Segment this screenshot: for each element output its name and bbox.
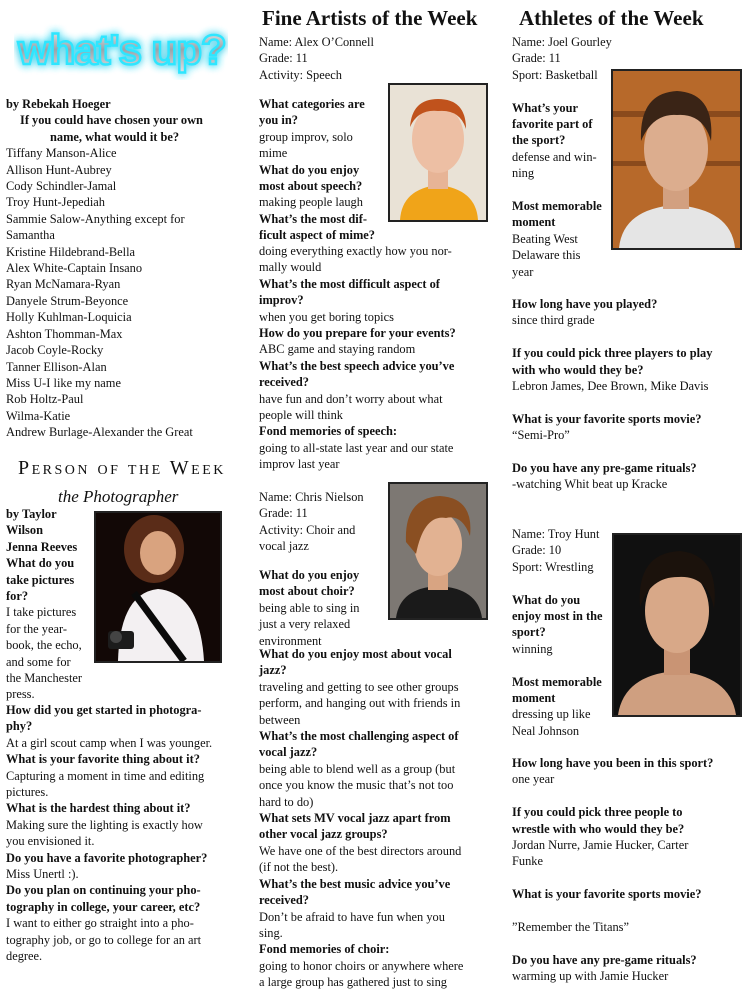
answer-line [512, 870, 713, 886]
chris-photo [388, 482, 488, 620]
answer-line: Name: Alex O’Connell [259, 35, 374, 49]
answer-line: since third grade [512, 313, 595, 328]
answer-line: Grade: 11 [259, 51, 308, 66]
svg-text:what's up?: what's up? [18, 26, 226, 73]
question-line: the sport? [512, 133, 566, 148]
name-entry: Danyele Strum-Beyonce [6, 293, 129, 308]
answer-line: dressing up like [512, 707, 591, 722]
answer-line: Don’t be afraid to have fun when you [259, 909, 445, 924]
answer-line: between [259, 712, 301, 727]
answer-line: ABC game and staying random [259, 342, 416, 357]
person-of-the-week-title: Person of the Week [18, 457, 226, 479]
answer-line [512, 788, 713, 804]
question-line: Fond memories of speech: [259, 424, 397, 439]
question-line: If you could pick three players to play [512, 346, 713, 361]
question-line: Wilson [6, 523, 43, 538]
joel-interview [512, 296, 712, 493]
answer-line: Sport: Wrestling [512, 559, 594, 574]
answer-line: for the year- [6, 621, 67, 636]
answer-line: ning [512, 166, 535, 181]
question-line: you in? [259, 113, 298, 128]
name-entry: Tiffany Manson-Alice [6, 146, 117, 161]
alex-intro [259, 34, 374, 83]
question-line: Do you have any pre-game rituals? [512, 461, 697, 476]
question-line: improv? [259, 293, 304, 308]
answer-line: when you get boring topics [259, 309, 394, 324]
person-intro-text [6, 506, 82, 703]
fine-artists-header: Fine Artists of the Week [262, 6, 478, 30]
alex-photo [388, 83, 488, 222]
question-line: Do you have a favorite photographer? [6, 850, 208, 865]
answer-line: year [512, 264, 534, 279]
question-line: take pictures [6, 572, 75, 587]
name-entry: Kristine Hildebrand-Bella [6, 244, 136, 259]
answer-line: once you know the music that’s not too [259, 778, 454, 793]
question-line: wrestle with who would they be? [512, 821, 685, 836]
troy-photo [612, 533, 742, 717]
answer-line: Capturing a moment in time and editing [6, 768, 205, 783]
whats-up-logo [14, 20, 228, 80]
answer-line: and some for [6, 654, 71, 669]
answer-line: book, the echo, [6, 638, 82, 653]
question-line: received? [259, 893, 309, 908]
answer-line: I want to either go straight into a pho- [6, 916, 194, 931]
answer-line: Funke [512, 854, 543, 869]
name-entry: Ashton Thomman-Max [6, 326, 123, 341]
photographer-photo [94, 511, 222, 663]
question-line: phy? [6, 719, 33, 734]
answer-line: degree. [6, 949, 43, 964]
alex-interview-narrow [259, 96, 375, 244]
question-line: by Taylor [6, 507, 57, 521]
answer-line: going to all-state last year and our state [259, 440, 454, 455]
answer-line [512, 903, 713, 919]
answer-line: Name: Troy Hunt [512, 527, 600, 541]
alex-interview-wide [259, 243, 456, 473]
question-line: What do you [6, 556, 75, 571]
question-line: What’s the most difficult aspect of [259, 276, 440, 291]
answer-line: going to honor choirs or anywhere where [259, 958, 464, 973]
answer-line: Lebron James, Dee Brown, Mike Davis [512, 379, 709, 394]
answer-line: Activity: Speech [259, 67, 342, 82]
answer-line: winning [512, 641, 553, 656]
question-line: tography in college, your career, etc? [6, 899, 201, 914]
answer-line: press. [6, 687, 35, 702]
name-entry: Allison Hunt-Aubrey [6, 162, 112, 177]
left-names-section [6, 96, 203, 441]
chris-interview-narrow [259, 567, 360, 649]
answer-line: Making sure the lighting is exactly how [6, 817, 203, 832]
question-line: Do you have any pre-game rituals? [512, 952, 697, 967]
chris-interview-wide [259, 646, 463, 991]
answer-line: Jordan Nurre, Jamie Hucker, Carter [512, 838, 689, 853]
question-line: What is the hardest thing about it? [6, 801, 191, 816]
answer-line [512, 575, 603, 591]
answer-line: mally would [259, 260, 322, 275]
answer-line: people will think [259, 408, 343, 423]
question-line: other vocal jazz groups? [259, 827, 388, 842]
question-line: What do you enjoy [259, 162, 360, 177]
answer-line: making people laugh [259, 195, 363, 210]
answer-line: one year [512, 772, 555, 787]
answer-line: traveling and getting to see other groups [259, 679, 459, 694]
name-entry: Miss U-I like my name [6, 375, 121, 390]
answer-line [512, 83, 612, 99]
troy-interview [512, 755, 713, 985]
answer-line: being able to blend well as a group (but [259, 761, 456, 776]
question-line: favorite part of [512, 117, 593, 132]
answer-line: the Manchester [6, 671, 83, 686]
answer-line: perform, and hanging out with friends in [259, 696, 461, 711]
answer-line [512, 657, 603, 673]
name-entry: Jacob Coyle-Rocky [6, 343, 104, 358]
name-entry: Troy Hunt-Jepediah [6, 195, 106, 210]
name-entry: Wilma-Katie [6, 408, 71, 423]
question-line: What do you enjoy most about vocal [259, 647, 452, 661]
name-entry: Holly Kuhlman-Loquicia [6, 310, 132, 325]
question-line: If you could pick three people to [512, 805, 683, 820]
question-line: What do you enjoy [259, 568, 360, 582]
names-question-line: If you could have chosen your own [20, 113, 203, 128]
answer-line: pictures. [6, 785, 49, 800]
answer-line: At a girl scout camp when I was younger. [6, 735, 213, 750]
question-line: What’s the most challenging aspect of [259, 729, 459, 744]
name-entry: Andrew Burlage-Alexander the Great [6, 425, 193, 440]
question-line: enjoy most in the [512, 609, 603, 624]
question-line: What categories are [259, 97, 365, 111]
troy-intro [512, 526, 603, 739]
person-interview-text [6, 702, 212, 965]
name-entry: Alex White-Captain Insano [6, 261, 143, 276]
answer-line: doing everything exactly how you nor- [259, 244, 452, 258]
question-line: most about speech? [259, 179, 363, 194]
answer-line: being able to sing in [259, 600, 360, 615]
names-list [6, 145, 203, 440]
answer-line: warming up with Jamie Hucker [512, 969, 669, 984]
answer-line: improv last year [259, 457, 340, 472]
answer-line: -watching Whit beat up Kracke [512, 477, 668, 492]
answer-line: Miss Unertl :). [6, 867, 79, 882]
answer-line: I take pictures [6, 605, 77, 620]
answer-line: Grade: 10 [512, 543, 562, 558]
answer-line [512, 444, 712, 460]
name-entry: Tanner Ellison-Alan [6, 359, 107, 374]
joel-photo [611, 69, 742, 250]
answer-line: group improv, solo [259, 129, 353, 144]
question-line: How did you get started in photogra- [6, 703, 202, 717]
answer-line: Name: Joel Gourley [512, 35, 612, 49]
question-line: most about choir? [259, 584, 355, 599]
answer-line: a large group has gathered just to sing [259, 975, 447, 990]
question-line: ficult aspect of mime? [259, 228, 375, 243]
joel-intro [512, 34, 612, 280]
name-entry: Ryan McNamara-Ryan [6, 277, 121, 292]
question-line: sport? [512, 625, 546, 640]
answer-line [512, 935, 713, 951]
question-line: Jenna Reeves [6, 539, 78, 554]
name-entry: Cody Schindler-Jamal [6, 179, 117, 194]
names-question-line: name, what would it be? [50, 129, 180, 144]
answer-line [512, 182, 612, 198]
answer-line: have fun and don’t worry about what [259, 391, 443, 406]
answer-line: you envisioned it. [6, 834, 95, 849]
question-line: What sets MV vocal jazz apart from [259, 811, 451, 826]
question-line: What is your favorite sports movie? [512, 887, 702, 902]
answer-line: Grade: 11 [512, 51, 561, 66]
answer-line: Name: Chris Nielson [259, 490, 364, 504]
answer-line: ”Remember the Titans” [512, 920, 630, 935]
answer-line: sing. [259, 925, 283, 940]
answer-line: Delaware this [512, 248, 581, 263]
question-line: moment [512, 215, 556, 230]
answer-line: just a very relaxed [259, 617, 351, 632]
chris-intro [259, 489, 364, 555]
answer-line: Sport: Basketball [512, 67, 598, 82]
name-entry: Samantha [6, 228, 55, 243]
question-line: What’s your [512, 100, 578, 115]
answer-line: Beating West [512, 231, 578, 246]
question-line: Most memorable [512, 199, 602, 214]
answer-line: defense and win- [512, 149, 597, 164]
answer-line: environment [259, 633, 322, 648]
person-subtitle: the Photographer [58, 487, 179, 506]
answer-line: Grade: 11 [259, 506, 308, 521]
answer-line: Activity: Choir and [259, 522, 356, 537]
answer-line: mime [259, 146, 288, 161]
answer-line: hard to do) [259, 794, 314, 809]
question-line: How long have you played? [512, 297, 658, 311]
question-line: vocal jazz? [259, 745, 318, 760]
question-line: received? [259, 375, 309, 390]
question-line: What’s the best speech advice you’ve [259, 358, 455, 373]
question-line: How long have you been in this sport? [512, 756, 714, 770]
name-entry: Rob Holtz-Paul [6, 392, 84, 407]
question-line: Fond memories of choir: [259, 942, 390, 957]
answer-line: tography job, or go to college for an art [6, 932, 202, 947]
answer-line [512, 394, 712, 410]
question-line: What’s the best music advice you’ve [259, 876, 451, 891]
question-line: moment [512, 691, 556, 706]
answer-line: Neal Johnson [512, 723, 580, 738]
question-line: with who would they be? [512, 362, 644, 377]
question-line: for? [6, 589, 29, 604]
answer-line: (if not the best). [259, 860, 339, 875]
question-line: What is your favorite sports movie? [512, 411, 702, 426]
question-line: What do you [512, 592, 581, 607]
athletes-header: Athletes of the Week [519, 6, 704, 30]
answer-line: We have one of the best directors around [259, 843, 462, 858]
answer-line: vocal jazz [259, 539, 309, 554]
answer-line [512, 329, 712, 345]
question-line: Do you plan on continuing your pho- [6, 883, 201, 898]
question-line: How do you prepare for your events? [259, 326, 456, 341]
question-line: What’s the most dif- [259, 211, 367, 226]
answer-line: “Semi-Pro” [512, 428, 570, 443]
byline: by Rebekah Hoeger [6, 97, 111, 111]
question-line: Most memorable [512, 674, 602, 689]
question-line: What is your favorite thing about it? [6, 752, 200, 767]
question-line: jazz? [259, 663, 287, 678]
name-entry: Sammie Salow-Anything except for [6, 211, 185, 226]
